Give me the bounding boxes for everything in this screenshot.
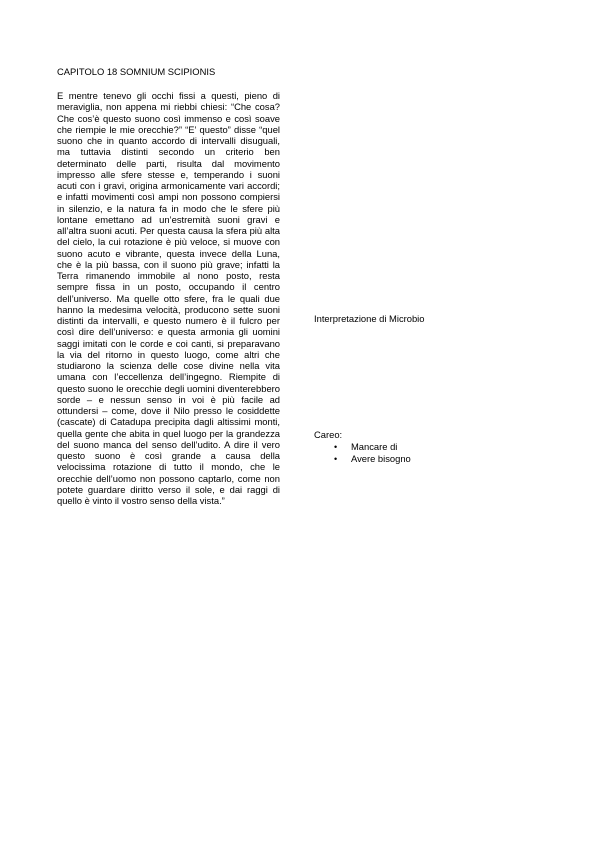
- list-item: [314, 453, 411, 465]
- body-paragraph: E mentre tenevo gli occhi fissi a questi, pieno di meraviglia, non appena mi riebbi chiesi: “Che cosa? Che cos’è questo suono così immenso e così soave che riempie le mie orecchie?” “E’ questo” disse “quel suono che in quanto accordo di intervalli disuguali, ma tuttavia distinti secondo un criterio ben determinato delle parti, risulta dal movimento impresso alle sfere stesse e, temperando i suoni acuti con i gravi, origina armonicamente vari accordi; e infatti movimenti così ampi non possono compiersi in silenzio, e la natura fa in modo che le sfere più lontane emettano ad un’estremità suoni gravi e all’altra suoni acuti. Per questa causa la sfera più alta del cielo, la cui rotazione è più veloce, si muove con suono acuto e vibrante, questa invece della Luna, che è la più bassa, con il suono più grave; infatti la Terra rimanendo immobile al nono posto, resta sempre fissa in un posto, occupando il centro dell’universo. Ma quelle otto sfere, fra le quali due hanno la medesima velocità, producono sette suoni distinti da intervalli, e questo numero è il fulcro per così dire dell’universo: e questa armonia gli uomini saggi imitati con le corde e coi canti, si preparavano la via del ritorno in questo luogo, come altri che studiarono la scienza delle cose divine nella vita umana con l’eccellenza dell’ingegno. Riempite di questo suono le orecchie degli uomini diventerebbero sorde – e nessun senso in voi è più facile ad ottundersi – come, dove il Nilo presso le cosiddette (cascate) di Catadupa precipita dagli altissimi monti, quella gente che abita in quel luogo per la grandezza del suono manca del senso dell’udito. A dire il vero questo suono è così grande a causa della velocissima rotazione di tutto il mondo, che le orecchie dell’uomo non possono captarlo, come non potete guardare diritto verso il sole, e dai raggi di quello è vinto il vostro senso della vista.”: [57, 90, 280, 506]
- gloss-meaning: Avere bisogno: [351, 453, 411, 464]
- gloss-box: [314, 429, 411, 465]
- bullet-icon: •: [334, 454, 338, 464]
- chapter-title: CAPITOLO 18 SOMNIUM SCIPIONIS: [57, 66, 216, 77]
- bullet-icon: •: [334, 442, 338, 452]
- gloss-meaning-list: [314, 441, 411, 465]
- list-item: [314, 441, 411, 453]
- gloss-term: Careo:: [314, 429, 343, 440]
- side-note-interpretation: Interpretazione di Microbio: [314, 313, 425, 324]
- gloss-meaning: Mancare di: [351, 441, 398, 452]
- main-column: [57, 66, 280, 506]
